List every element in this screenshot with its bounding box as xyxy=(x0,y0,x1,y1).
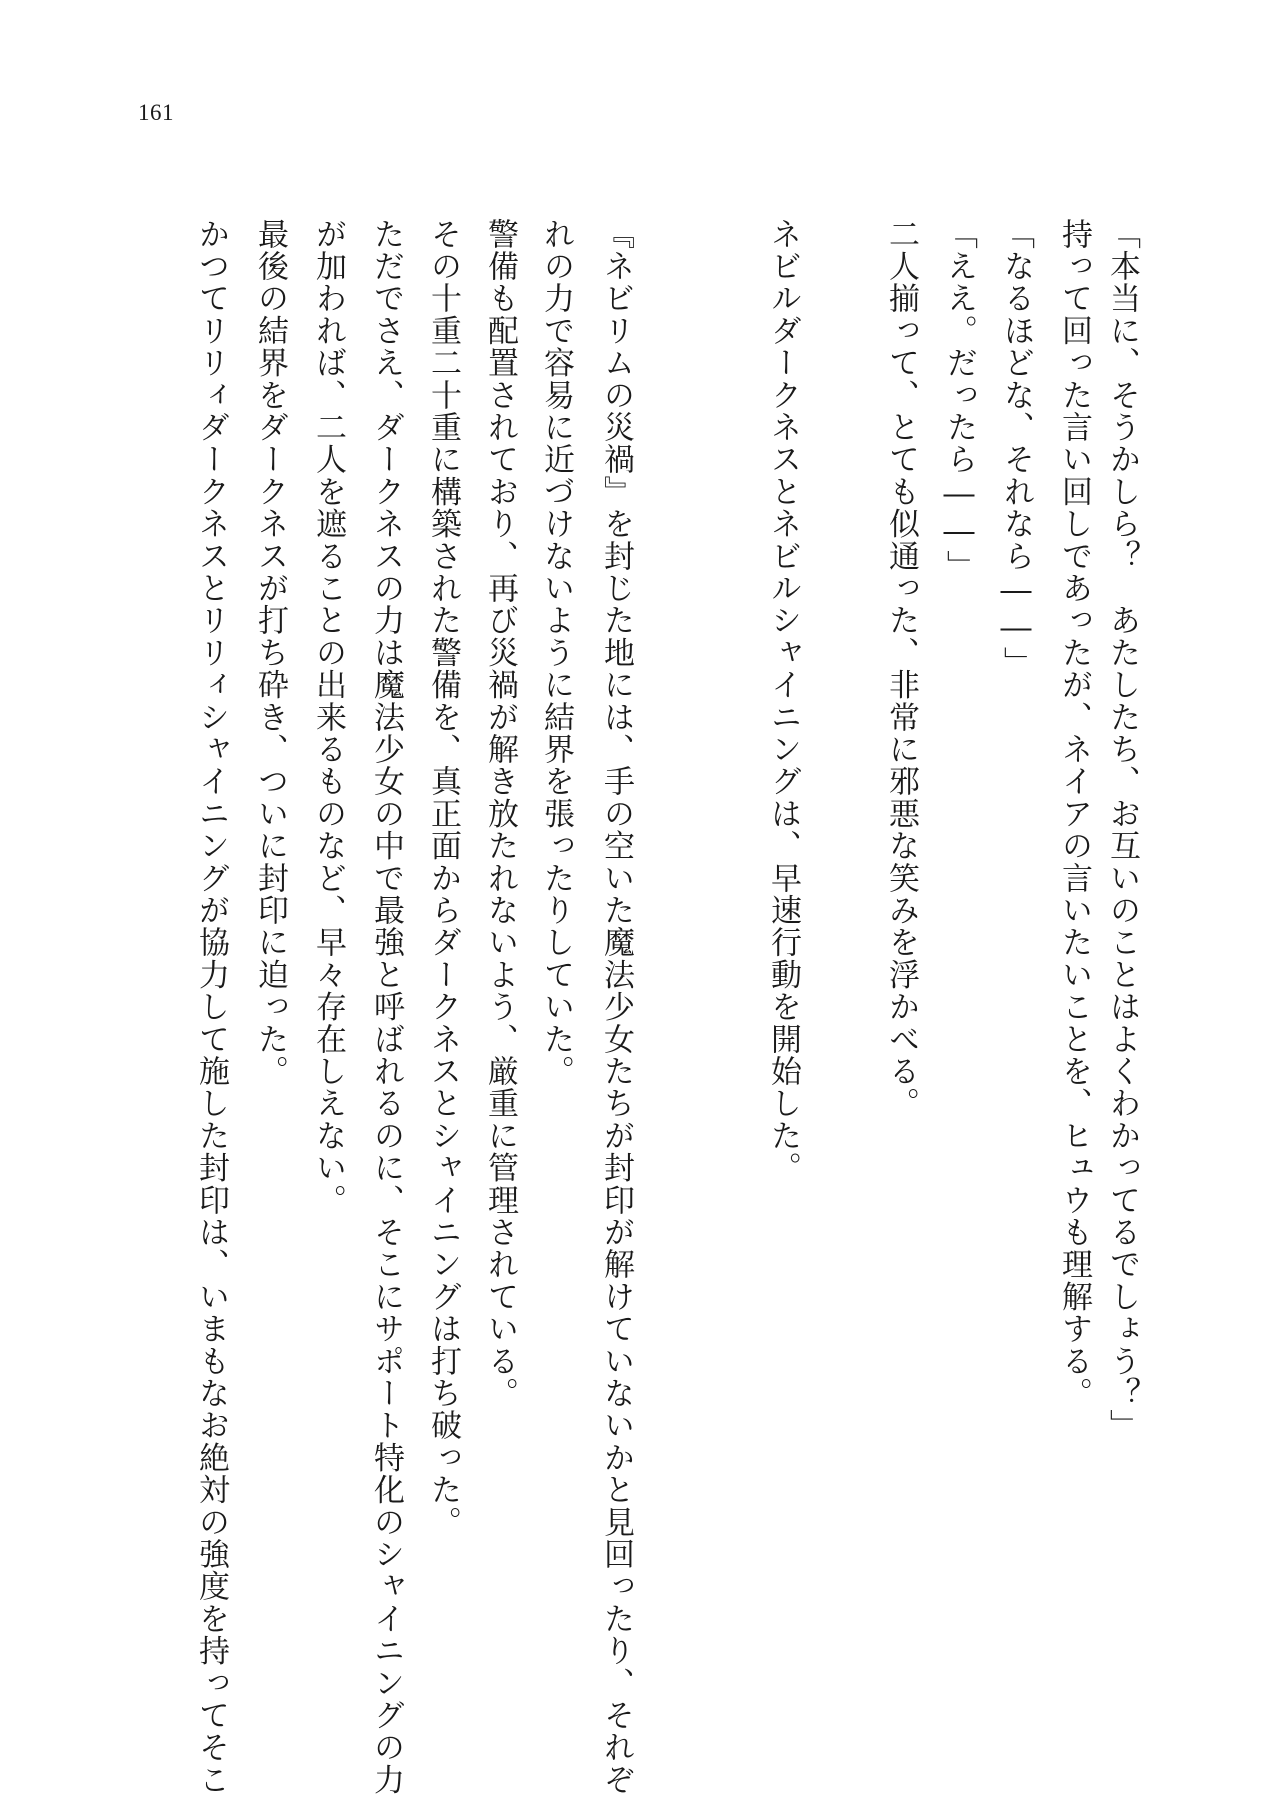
text-line: ただでさえ、ダークネスの力は魔法少女の中で最強と呼ばれるのに、そこにサポート特化のシャイニングの力 xyxy=(368,218,404,1796)
text-line: 「本当に、そうかしら？ あたしたち、お互いのことはよくわかってるでしょう？」 xyxy=(1104,218,1140,1442)
page-number: 161 xyxy=(138,100,174,125)
text-line: 警備も配置されており、再び災禍が解き放たれないよう、厳重に管理されている。 xyxy=(482,218,518,1410)
text-line: 二人揃って、とても似通った、非常に邪悪な笑みを浮かべる。 xyxy=(883,218,919,1120)
text-line: かつてリリィダークネスとリリィシャイニングが協力して施した封印は、いまもなお絶対の強度を持ってそこ xyxy=(193,218,229,1796)
text-line: れの力で容易に近づけないように結界を張ったりしていた。 xyxy=(538,218,574,1088)
text-line: 「ええ。だったら――」 xyxy=(941,218,977,583)
text-line: 持って回った言い回しであったが、ネイアの言いたいことを、ヒュウも理解する。 xyxy=(1056,218,1092,1410)
text-line: が加われば、二人を遮ることの出来るものなど、早々存在しえない。 xyxy=(310,218,346,1217)
text-line: 『ネビリムの災禍』を封じた地には、手の空いた魔法少女たちが封印が解けていないかと見回ったり、それぞ xyxy=(598,218,634,1796)
text-line: 最後の結界をダークネスが打ち砕き、ついに封印に迫った。 xyxy=(252,218,288,1088)
text-line: 「なるほどな、それなら――」 xyxy=(998,218,1034,679)
text-line: ネビルダークネスとネビルシャイニングは、早速行動を開始した。 xyxy=(765,218,801,1184)
text-line: その十重二十重に構築された警備を、真正面からダークネスとシャイニングは打ち破った。 xyxy=(425,218,461,1539)
